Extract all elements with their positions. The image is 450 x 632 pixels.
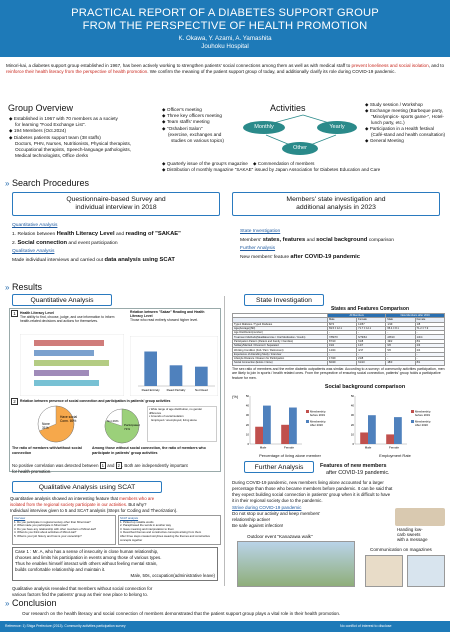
poster-header — [0, 0, 450, 57]
overview-item: ◆ Diabetes patients support team (38 staffs) — [9, 134, 101, 140]
group-overview-list — [9, 116, 161, 159]
overview-item: ◆ 194 Members (Oct.2024) — [9, 128, 67, 134]
table-row: Social Connection (Exists / None) 82/29 61/10 18/3 8/1 — [233, 361, 445, 365]
quant-label: Quantitative Analysis — [12, 223, 58, 228]
living-alone-chart — [240, 392, 340, 452]
correlation-note: No positive correlation was detected between 1 and 2 . Both are independently important for health promotion. — [12, 463, 188, 474]
double-chevron-icon: » — [5, 179, 10, 188]
overview-item: Occupational therapists, Speech-language pathologists, — [15, 147, 131, 153]
hl-definition — [20, 311, 120, 324]
intro-text: confirm the meaning of the patient support group of today, and additionally clarify its role during COVID-19 pandemic. — [157, 69, 396, 75]
legend-label: After 2020 — [310, 423, 323, 427]
intro-highlight: reinforce their health literacy from the perspective of health promotion — [6, 69, 148, 75]
pie-label-participated: 71% — [124, 427, 131, 431]
hl-level-grid — [20, 334, 124, 396]
yearly-item: lunch party, etc.) — [371, 120, 405, 125]
bar-female-series1 — [289, 408, 297, 444]
yearly-item: "Minolympics- sports game-", Hotel- — [371, 114, 444, 119]
bar-not-read — [195, 367, 208, 386]
qual-label: Qualitative Analysis — [12, 249, 55, 254]
overview-item: ◆ Established in 1967 with 70 members as a society — [9, 116, 118, 121]
state-note: The sex ratio of members and the entire diabetic outpatients was similar. According to a survey¹ of community activities participation, men are likely to join in sports / health related ones. From the perspective of ensuring social connection, patients' group holds a participative feature for men. — [232, 367, 445, 380]
strive-line: relationship active! — [232, 517, 271, 522]
commendation-item: Commendation of members — [257, 161, 315, 166]
legend-label: Membership — [310, 419, 326, 424]
y-tick-label: 10 — [350, 432, 354, 437]
interview-item: 2. What made you participate in Minori-kai? — [14, 523, 68, 528]
scat-item: 1. Picked up notable words — [120, 519, 154, 524]
survey-box-line: individual interview in 2018 — [75, 204, 157, 211]
section-number-2: 2 — [11, 398, 18, 405]
case-line: builds comfortable relationship and maintain it. — [15, 567, 106, 573]
ratio-label: The ratio of members with/without social connection — [12, 446, 82, 455]
strive-block — [232, 505, 382, 529]
scat-item: 2. Paraphrased the words in another way — [120, 523, 171, 528]
pie-label-have: Have social — [60, 415, 78, 419]
double-chevron-icon: » — [5, 599, 10, 608]
intro-text: with medical staff to — [310, 63, 352, 68]
bar-male-series1 — [263, 406, 271, 444]
features-line: Features of new members — [320, 463, 387, 469]
coi-note: No conflict of interest to disclose — [340, 624, 392, 628]
table-row: Participation Pattern (Patient and Family / Families) 87/10 61/8 19/2 8/1 — [233, 339, 445, 343]
survey-box — [12, 192, 220, 216]
quarterly-item: Quarterly issue of the group's magazine — [166, 161, 248, 166]
yearly-item: ◆ General Meeting — [365, 138, 404, 143]
pie-label-none: None — [42, 422, 50, 426]
tick-label: Not Read — [194, 388, 208, 392]
officer-list — [162, 107, 242, 144]
officer-item: (exercise, exchanges and — [168, 131, 222, 137]
pie-label-not: Not 29% — [107, 419, 119, 423]
tick-label: Female — [388, 445, 400, 450]
search-left-text — [12, 222, 224, 265]
tab-quantitative: Quantitative Analysis — [12, 294, 112, 306]
state-item: Members' states, features and social background comparison — [240, 237, 394, 243]
legend-swatch — [306, 410, 309, 413]
section-number-1: 1 — [11, 310, 18, 317]
survey-box-line: Questionnaire-based Survey and — [66, 196, 166, 203]
distribution-item: ◆ Distribution of monthly magazine "SAKAE" issued by Japan Association for Diabetes Education and Care — [162, 167, 381, 173]
table-row: Lifestyle Distance / Reason for Participation 17/29 21/8 - - — [233, 356, 445, 360]
case-line: Male, 50s, occupation(administrative leave) — [130, 573, 215, 579]
employment-chart — [345, 392, 445, 452]
tick-label: Male — [364, 445, 372, 450]
handing-caption: Handing low- carb sweets with a message — [397, 527, 428, 543]
table-header: New Members after 2019 — [386, 314, 445, 318]
scat-item: After three steps created storylines weaving the themes and constructive concepts together — [120, 533, 211, 542]
other-badge: Other — [282, 142, 318, 155]
tick-label: Male — [259, 445, 267, 450]
yearly-list — [365, 102, 449, 144]
quant-item-1: 1. Relation between Health Literacy Level and reading of "SAKAE" — [12, 231, 181, 237]
strive-title: Strive during COVID-19 pandemic — [232, 505, 302, 510]
features-title — [320, 463, 390, 476]
tab-state-investigation: State Investigation — [244, 294, 324, 306]
rel-title: Relation between presence of social connection and participation in patients' group activities — [20, 399, 171, 403]
sweets-photo — [395, 508, 445, 526]
intro-paragraph — [6, 63, 446, 75]
group-overview-title: Group Overview — [8, 103, 74, 113]
bar-male-series0 — [360, 432, 368, 444]
yearly-badge: Yearly — [317, 121, 357, 134]
table-header: All Members — [328, 314, 386, 318]
officer-item: ◆ Three key officers meeting — [162, 113, 222, 119]
table-row: Solitary/Married / Divorced / Separated 19/2 12/7 6/6 2/3 — [233, 344, 445, 348]
legend-label: After 2020 — [415, 423, 428, 427]
legend-swatch — [411, 420, 414, 423]
poster-title-line1: PRACTICAL REPORT OF A DIABETES SUPPORT GROUP — [71, 7, 379, 19]
legend-swatch — [306, 420, 309, 423]
hl-text: The ability to find, choose, judge, and use information to inform health-related decisions and actions for themselves. — [20, 315, 115, 324]
interview-item: 3. Do you have any relationship with other members of Minori-kai? — [14, 526, 97, 531]
pie-label-none: 31% — [42, 426, 49, 430]
quant-item-2: 2. Social connection and event participation — [12, 240, 118, 246]
hl-title: Health Literacy Level — [20, 311, 54, 315]
bar-male-series1 — [368, 415, 376, 444]
conclusion-text: Our research on the health literacy and social connection of members demonstrated that the patient support group plays a vital role in their health promotion. — [22, 611, 341, 616]
legend-label: before 2019 — [415, 413, 430, 417]
tick-label: Read Entirely — [141, 388, 160, 392]
table-row: Age Distribution(number) - - - - — [233, 331, 445, 335]
y-tick-label: 50 — [245, 394, 249, 398]
magazine-photo-1 — [365, 555, 403, 587]
scat-item: 3. Gave meaning and interpretation to them — [120, 526, 174, 531]
qual-conclusion-line: Qualitative analysis revealed that members without social connection for — [12, 586, 153, 591]
pie-label-participated: Participated — [124, 423, 140, 427]
states-table: All Members New Members after 2019 Male Female Male Female Type1 Diabetes / Type2 Diabetes 8/74 12/57 1/19 1/8 Age(Average)(SD) 69.5 ± 12.1 71.7 ± 12.1 65.4 ± 8.1 71.2 ± 7.9 Age Distribution(number) - - - - Treatment Methods(Meal&Exercise / Oral Medication / Insulin) 7/89/70 6/79/64 2/8/10 1/4/4 Participation Pattern (Patient and Family / Families) 87/10 61/8 19/2 8/1 Solitary/Married / Divorced / Separated 19/2 12/7 6/6 2/3 Working Condition (Full / Part / Retirement) 14/24 4/17 5/6 2/4 Experience of Attending Study / Interview - - - - Lifestyle Distance / Reason for Participation 17/29 21/8 - - Social Connection (Exists / None) 82/29 61/10 18/3 8/1 — [232, 313, 445, 366]
table-row: Working Condition (Full / Part / Retirement) 14/24 4/17 5/6 2/4 — [233, 348, 445, 352]
double-chevron-icon: » — [5, 283, 10, 292]
activities-title: Activities — [270, 103, 306, 113]
yearly-item: ◆ Study session / Workshop — [365, 102, 423, 107]
tick-label: Read Partially — [166, 388, 186, 392]
interview-box — [12, 515, 116, 545]
sakae-bar-chart — [130, 336, 218, 396]
y-tick-label: 40 — [350, 403, 354, 408]
sakae-caption — [130, 310, 218, 323]
investigation-box — [232, 192, 440, 216]
legend-label: Membership — [310, 409, 326, 414]
case-line: Thus he enables himself interact with others without feeling mental strain, — [15, 561, 158, 567]
interview-item: 1. Do you participate in regional society other than Minori-kai? — [14, 519, 91, 524]
y-tick-label: 10 — [245, 432, 249, 437]
interview-title: Interview — [14, 516, 26, 520]
authors: K. Okawa, Y. Azami, A. Yamashita — [178, 35, 272, 42]
table-row: Experience of Attending Study / Interview - - - - — [233, 352, 445, 356]
strive-line: Do not stop our activity and keep members' — [232, 511, 321, 516]
search-procedures-title: » Search Procedures — [5, 178, 90, 188]
intro-highlight: prevent loneliness and social isolation — [351, 63, 429, 68]
monthly-badge: Monthly — [243, 121, 285, 134]
conclusion-title: » Conclusion — [5, 598, 57, 608]
case-box — [12, 547, 218, 581]
legend-label: Membership — [415, 419, 431, 424]
qual-conclusion — [12, 586, 224, 598]
interview-item: 4. What do you think about activities of Minori-kai? — [14, 530, 77, 535]
legend-label: Membership — [415, 409, 431, 414]
bar-read-entirely — [144, 352, 157, 387]
y-tick-label: 30 — [350, 413, 354, 418]
pie-label-have: Conn. 69% — [60, 419, 77, 423]
y-tick-label: 50 — [350, 394, 354, 398]
bar-female-series1 — [394, 417, 402, 444]
among-label: Among those without social connection, the ratio of members who participate in patients' group activities — [92, 446, 206, 455]
intro-text: . We — [147, 69, 157, 75]
y-tick-label: 30 — [245, 413, 249, 418]
case-line: Case 1 : Mr. A, who has a sense of insecurity in close human relationship, — [15, 549, 159, 554]
participation-legend: ▪ Wide range of age distribution, no gender difference ▪ Grounds of social isolation Employed / unemployed, living alone — [147, 406, 217, 442]
results-title: » Results — [5, 282, 42, 292]
further-item: New members' feature after COVID-19 pandemic — [240, 254, 360, 260]
table-row: Type1 Diabetes / Type2 Diabetes 8/74 12/57 1/19 1/8 — [233, 322, 445, 326]
qual-conclusion-line: various factors find the patients' group as their new place to belong to. — [12, 592, 149, 597]
employ-xlabel: Employment Rate — [379, 453, 411, 458]
magazine-caption: Communication on magazines — [370, 547, 432, 552]
y-tick-label: 20 — [245, 422, 249, 427]
table-row: Treatment Methods(Meal&Exercise / Oral Medication / Insulin) 7/89/70 6/79/64 2/8/10 1/4/4 — [233, 335, 445, 339]
overview-item: for learning "Food Exchange List". — [15, 122, 86, 128]
social-connection-pie — [20, 404, 100, 444]
institution: Jouhoku Hospital — [201, 43, 249, 50]
interview-item: 5. What is your job history and how is your ownership? — [14, 533, 82, 538]
further-label: Further Analysis — [240, 246, 276, 251]
investigation-box-line: Members' state investigation and — [286, 196, 386, 203]
bar-male-series0 — [255, 427, 263, 444]
officer-item: ◆ Officer's meeting — [162, 107, 202, 112]
overview-item: Medical technologists, Office clerks — [15, 153, 89, 159]
state-label: State Investigation — [240, 229, 281, 234]
reference: Reference: 1) Shiga Prefecture (2013). Community activities participation survey — [5, 624, 126, 628]
scat-box — [118, 515, 221, 545]
living-xlabel: Percentage of living alone member — [259, 453, 321, 458]
tab-further-analysis: Further Analysis — [244, 461, 314, 473]
tick-label: Female — [283, 445, 295, 450]
search-right-text — [240, 228, 445, 262]
socbg-title: Social background comparison — [324, 384, 406, 390]
magazine-photo-2 — [407, 555, 445, 587]
yearly-item: (Café-stand and health consultation) — [371, 132, 446, 137]
case-line: chooses and limits his participation in events among those of various types. — [15, 555, 162, 561]
scat-intro: Quantitative analysis showed an interesting feature that members who are isolated from the regional society participate in our activities. But why? Individual interview given to 5 and SCAT analysis (Steps for Coding and Theorization). — [10, 496, 178, 514]
intro-text: , and to — [428, 63, 444, 68]
bar-read-partially — [170, 365, 183, 386]
poster-title-line2: FROM THE PERSPECTIVE OF HEALTH PROMOTION — [82, 20, 368, 32]
qual-item: Made individual interviews and carried out data analysis using SCAT — [12, 257, 175, 263]
tab-scat: Qualitative Analysis using SCAT — [12, 481, 162, 493]
officer-item: ◆ "Oshaberi Salon" — [162, 125, 203, 131]
legend-swatch — [411, 410, 414, 413]
table-row: Age(Average)(SD) 69.5 ± 12.1 71.7 ± 12.1 65.4 ± 8.1 71.2 ± 7.9 — [233, 326, 445, 330]
investigation-box-line: additional analysis in 2023 — [296, 204, 376, 211]
yearly-item: ◆ Participation in a Health festival — [365, 126, 434, 131]
scat-title: SCAT analysis — [120, 516, 139, 520]
officer-item: studies on various topics) — [171, 138, 224, 144]
other-list: ◆ Quarterly issue of the group's magazine ◆ Commendation of members ◆ Distribution of monthly magazine "SAKAE" issued by Japan Association for Diabetes Education and Care — [162, 161, 448, 173]
states-title: States and Features Comparison — [330, 306, 410, 312]
column-divider — [224, 296, 225, 586]
yearly-item: ◆ Exchange meeting (Barbeque party, — [365, 108, 444, 113]
sakae-sub: Those who read entirely showed higher level. — [130, 318, 199, 323]
officer-item: ◆ Team staffs' meeting — [162, 119, 210, 125]
intro-text: Minori-kai, a diabetes support group established in 1967, has been actively working to strengthen patients' social connections among them as well as — [6, 63, 309, 68]
y-tick-label: 40 — [245, 403, 249, 408]
outdoor-photo — [237, 541, 355, 587]
y-tick-label: 0 — [352, 442, 354, 446]
socbg-ylabel: (%) — [232, 394, 239, 399]
strive-line: Be safe against infection! — [232, 523, 284, 528]
scat-item: 4. Described themes and constructive concepts arising from them — [120, 530, 202, 535]
features-line: after COVID-19 pandemic. — [326, 469, 390, 476]
further-paragraph: During COVID-19 pandemic, new members living alone accounted for a larger percentage than those who became members before pandemic. It can be said that they expect building social connection in patients' group when it is difficult to have it in their regional society due to the pandemic. — [232, 480, 393, 503]
y-tick-label: 20 — [350, 422, 354, 427]
overview-item: Doctors, PHN, Nurses, Nutritionists, Physical therapists, — [15, 140, 132, 146]
y-tick-label: 0 — [247, 442, 249, 446]
participation-pie — [102, 406, 142, 446]
sakae-title: Relation between "Sakae" Reading and Health Literacy Level — [130, 310, 205, 319]
bar-female-series0 — [281, 425, 289, 444]
outdoor-caption: Outdoor event "Kanazawa walk" — [247, 534, 313, 539]
legend-label: before 2019 — [310, 413, 325, 417]
bar-female-series0 — [386, 434, 394, 444]
